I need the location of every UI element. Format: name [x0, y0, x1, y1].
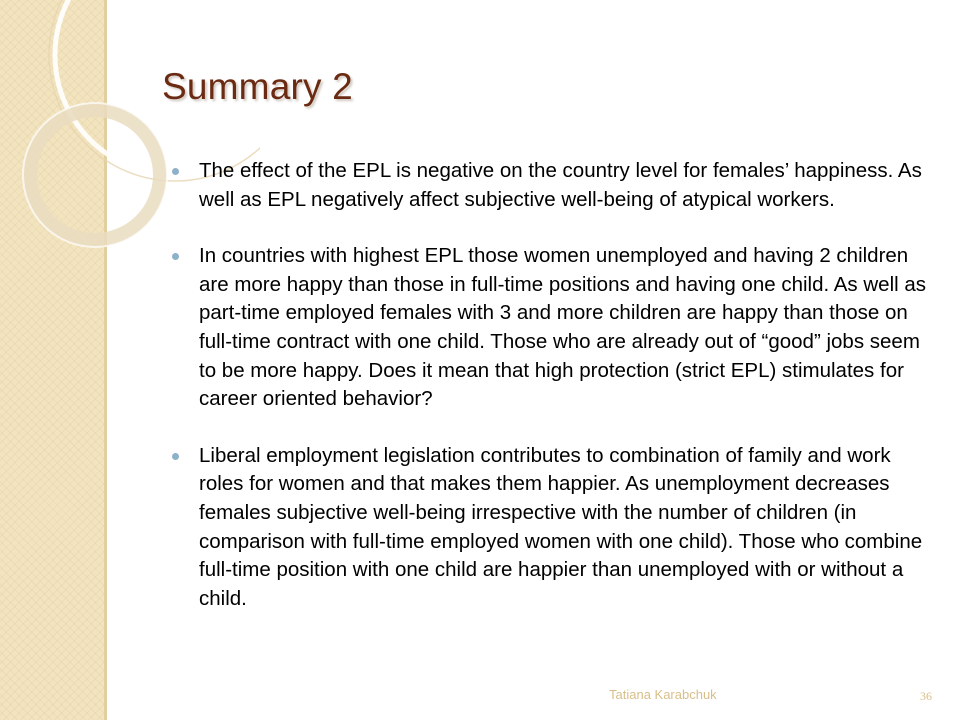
bullet-dot-icon [172, 168, 179, 175]
bullet-item [172, 442, 927, 614]
footer-author: Tatiana Karabchuk [609, 687, 717, 702]
slide-title: Summary 2 [162, 66, 353, 107]
bullet-dot-icon [172, 253, 179, 260]
bullet-list [172, 157, 927, 641]
bullet-dot-icon [172, 453, 179, 460]
bullet-text: The effect of the EPL is negative on the country level for females’ happiness. As well as EPL negatively affect subjective well-being of atypical workers. [199, 159, 922, 211]
bullet-item [172, 242, 927, 414]
bullet-text: In countries with highest EPL those women unemployed and having 2 children are more happy than those in full-time positions and having one child. As well as part-time employed females with 3 and more children are happy than those on full-time contract with one child. Those who are already out of “good” jobs seem to be more happy. Does it mean that high protection (strict EPL) stimulates for career oriented behavior? [199, 244, 927, 411]
bullet-item [172, 157, 927, 214]
bullet-text: Liberal employment legislation contributes to combination of family and work roles for women and that makes them happier. As unemployment decreases females subjective well-being irrespective with the number of children (in comparison with full-time employed women with one child). Those who combine full-time position with one child are happier than unemployed with or without a child. [199, 443, 923, 610]
page-number: 36 [920, 689, 932, 703]
